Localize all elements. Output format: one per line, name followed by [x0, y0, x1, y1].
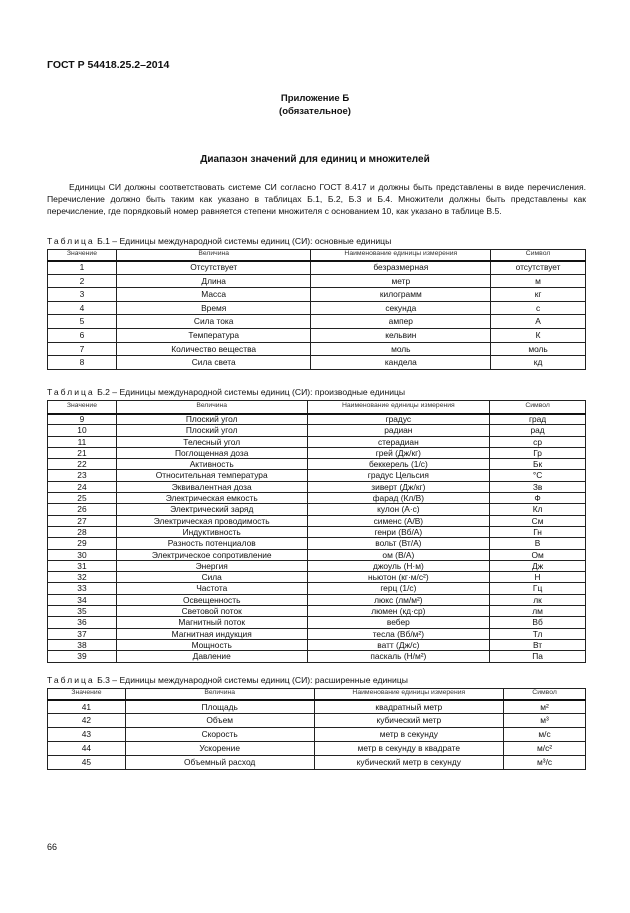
table-cell: метр в секунду в квадрате [314, 742, 504, 756]
table-cell: 6 [48, 328, 117, 342]
table-cell: кулон (А·с) [307, 504, 490, 515]
table-cell: Тл [490, 628, 586, 639]
caption-text: Б.1 – Единицы международной системы единиц (СИ): основные единицы [97, 236, 392, 246]
appendix-heading [0, 92, 630, 118]
column-header: Символ [504, 689, 586, 700]
table-cell: Кл [490, 504, 586, 515]
table-cell: 24 [48, 481, 117, 492]
table-cell: с [491, 301, 586, 315]
table-caption-b3 [47, 675, 408, 685]
table-cell: квадратный метр [314, 700, 504, 714]
column-header: Значение [48, 250, 117, 261]
table-cell: А [491, 315, 586, 329]
table-cell: 2 [48, 274, 117, 288]
caption-text: Б.2 – Единицы международной системы единиц (СИ): производные единицы [97, 387, 406, 397]
table-row [48, 700, 586, 714]
table-cell: отсутствует [491, 261, 586, 275]
table-cell: Отсутствует [116, 261, 311, 275]
table-cell: Сила [116, 572, 307, 583]
table-cell: безразмерная [311, 261, 491, 275]
table-cell: Световой поток [116, 606, 307, 617]
table-b1 [47, 249, 586, 370]
table-cell: ом (В/А) [307, 549, 490, 560]
table-cell: кельвин [311, 328, 491, 342]
table-cell: 8 [48, 356, 117, 370]
table-cell: люкс (лм/м²) [307, 594, 490, 605]
table-row [48, 288, 586, 302]
table-cell: 3 [48, 288, 117, 302]
column-header: Наименование единицы измерения [311, 250, 491, 261]
table-cell: килограмм [311, 288, 491, 302]
table-cell: стерадиан [307, 436, 490, 447]
table-cell: Объем [125, 714, 314, 728]
table-cell: См [490, 515, 586, 526]
table-cell: ср [490, 436, 586, 447]
table-cell: 35 [48, 606, 117, 617]
table-cell: Активность [116, 459, 307, 470]
table-cell: беккерель (1/с) [307, 459, 490, 470]
table-cell: метр в секунду [314, 728, 504, 742]
appendix-title: Приложение Б [280, 93, 350, 104]
table-row [48, 356, 586, 370]
table-row [48, 328, 586, 342]
table-cell: кубический метр в секунду [314, 756, 504, 770]
table-cell: Плоский угол [116, 425, 307, 436]
table-cell: 30 [48, 549, 117, 560]
column-header: Величина [125, 689, 314, 700]
table-caption-b1 [47, 236, 391, 246]
table-row [48, 414, 586, 425]
table-cell: грей (Дж/кг) [307, 447, 490, 458]
table-cell: Освещенность [116, 594, 307, 605]
table-cell: лм [490, 606, 586, 617]
table-cell: вебер [307, 617, 490, 628]
document-header: ГОСТ Р 54418.25.2–2014 [47, 59, 170, 71]
table-cell: 26 [48, 504, 117, 515]
column-header: Значение [48, 401, 117, 414]
table-row [48, 425, 586, 436]
table-cell: В [490, 538, 586, 549]
table-cell: м/с [504, 728, 586, 742]
table-cell: лк [490, 594, 586, 605]
table-row [48, 628, 586, 639]
appendix-subtitle: (обязательное) [279, 106, 351, 117]
table-cell: Н [490, 572, 586, 583]
table-row [48, 714, 586, 728]
table-cell: м² [504, 700, 586, 714]
table-cell: Энергия [116, 560, 307, 571]
caption-label: Таблица [47, 236, 95, 246]
table-cell: ампер [311, 315, 491, 329]
table-cell: 39 [48, 651, 117, 662]
table-row [48, 436, 586, 447]
table-cell: ватт (Дж/с) [307, 639, 490, 650]
column-header: Значение [48, 689, 126, 700]
table-cell: 1 [48, 261, 117, 275]
table-row [48, 594, 586, 605]
column-header: Символ [490, 401, 586, 414]
table-row [48, 639, 586, 650]
caption-label: Таблица [47, 675, 95, 685]
table-row [48, 274, 586, 288]
table-cell: 31 [48, 560, 117, 571]
table-cell: Зв [490, 481, 586, 492]
table-cell: 33 [48, 583, 117, 594]
table-cell: сименс (А/В) [307, 515, 490, 526]
table-cell: кандела [311, 356, 491, 370]
table-cell: Гц [490, 583, 586, 594]
table-row [48, 261, 586, 275]
table-cell: 28 [48, 526, 117, 537]
table-cell: Ф [490, 493, 586, 504]
table-row [48, 515, 586, 526]
table-cell: Эквивалентная доза [116, 481, 307, 492]
table-cell: Электрический заряд [116, 504, 307, 515]
table-cell: Объемный расход [125, 756, 314, 770]
table-cell: тесла (Вб/м²) [307, 628, 490, 639]
section-title: Диапазон значений для единиц и множителей [200, 154, 430, 165]
table-row [48, 481, 586, 492]
table-row [48, 549, 586, 560]
table-cell: 38 [48, 639, 117, 650]
table-cell: Индуктивность [116, 526, 307, 537]
table-header-row [48, 401, 586, 414]
table-cell: Количество вещества [116, 342, 311, 356]
table-cell: 9 [48, 414, 117, 425]
table-row [48, 315, 586, 329]
table-row [48, 583, 586, 594]
table-row [48, 538, 586, 549]
table-cell: метр [311, 274, 491, 288]
table-cell: Сила тока [116, 315, 311, 329]
table-row [48, 756, 586, 770]
table-row [48, 447, 586, 458]
caption-text: Б.3 – Единицы международной системы единиц (СИ): расширенные единицы [97, 675, 408, 685]
table-row [48, 606, 586, 617]
table-cell: °С [490, 470, 586, 481]
table-cell: Частота [116, 583, 307, 594]
table-cell: Бк [490, 459, 586, 470]
table-cell: 41 [48, 700, 126, 714]
table-cell: 25 [48, 493, 117, 504]
table-cell: Длина [116, 274, 311, 288]
table-b2 [47, 400, 586, 663]
table-cell: 7 [48, 342, 117, 356]
table-cell: градус [307, 414, 490, 425]
table-cell: Ускорение [125, 742, 314, 756]
table-cell: 42 [48, 714, 126, 728]
table-row [48, 342, 586, 356]
table-cell: Площадь [125, 700, 314, 714]
table-row [48, 728, 586, 742]
table-row [48, 470, 586, 481]
table-cell: градус Цельсия [307, 470, 490, 481]
table-cell: 22 [48, 459, 117, 470]
table-cell: 37 [48, 628, 117, 639]
table-cell: 36 [48, 617, 117, 628]
table-cell: м/с² [504, 742, 586, 756]
table-cell: Поглощенная доза [116, 447, 307, 458]
table-row [48, 459, 586, 470]
table-cell: 4 [48, 301, 117, 315]
table-cell: Скорость [125, 728, 314, 742]
table-cell: генри (Вб/А) [307, 526, 490, 537]
table-cell: люмен (кд·ср) [307, 606, 490, 617]
table-cell: 44 [48, 742, 126, 756]
table-cell: 34 [48, 594, 117, 605]
table-row [48, 301, 586, 315]
table-cell: Мощность [116, 639, 307, 650]
column-header: Символ [491, 250, 586, 261]
table-cell: град [490, 414, 586, 425]
table-cell: моль [491, 342, 586, 356]
column-header: Величина [116, 250, 311, 261]
table-cell: Гр [490, 447, 586, 458]
caption-label: Таблица [47, 387, 95, 397]
table-cell: кг [491, 288, 586, 302]
table-cell: 10 [48, 425, 117, 436]
table-cell: Электрическое сопротивление [116, 549, 307, 560]
table-cell: 45 [48, 756, 126, 770]
table-cell: паскаль (Н/м²) [307, 651, 490, 662]
table-cell: фарад (Кл/В) [307, 493, 490, 504]
table-cell: Электрическая проводимость [116, 515, 307, 526]
table-caption-b2 [47, 387, 405, 397]
table-cell: 5 [48, 315, 117, 329]
table-cell: моль [311, 342, 491, 356]
table-cell: 21 [48, 447, 117, 458]
page-number: 66 [47, 842, 58, 852]
table-cell: Ом [490, 549, 586, 560]
table-cell: ньютон (кг·м/с²) [307, 572, 490, 583]
table-cell: Вт [490, 639, 586, 650]
table-cell: Масса [116, 288, 311, 302]
column-header: Наименование единицы измерения [307, 401, 490, 414]
table-row [48, 617, 586, 628]
table-cell: Вб [490, 617, 586, 628]
table-cell: Относительная температура [116, 470, 307, 481]
table-row [48, 651, 586, 662]
table-cell: герц (1/с) [307, 583, 490, 594]
table-cell: радиан [307, 425, 490, 436]
table-cell: Сила света [116, 356, 311, 370]
table-cell: м [491, 274, 586, 288]
column-header: Величина [116, 401, 307, 414]
table-cell: джоуль (Н·м) [307, 560, 490, 571]
table-cell: 32 [48, 572, 117, 583]
table-cell: К [491, 328, 586, 342]
table-header-row [48, 250, 586, 261]
table-row [48, 493, 586, 504]
table-cell: 29 [48, 538, 117, 549]
table-cell: 43 [48, 728, 126, 742]
table-cell: Плоский угол [116, 414, 307, 425]
table-cell: Па [490, 651, 586, 662]
table-row [48, 742, 586, 756]
table-cell: Гн [490, 526, 586, 537]
table-cell: 27 [48, 515, 117, 526]
column-header: Наименование единицы измерения [314, 689, 504, 700]
table-cell: вольт (Вт/А) [307, 538, 490, 549]
table-row [48, 526, 586, 537]
table-cell: 11 [48, 436, 117, 447]
table-cell: Электрическая емкость [116, 493, 307, 504]
table-header-row [48, 689, 586, 700]
table-cell: 23 [48, 470, 117, 481]
table-cell: м³ [504, 714, 586, 728]
table-row [48, 560, 586, 571]
table-b3 [47, 688, 586, 770]
table-cell: Температура [116, 328, 311, 342]
table-cell: Время [116, 301, 311, 315]
table-cell: секунда [311, 301, 491, 315]
table-cell: Разность потенциалов [116, 538, 307, 549]
table-cell: Телесный угол [116, 436, 307, 447]
table-cell: Давление [116, 651, 307, 662]
table-row [48, 504, 586, 515]
intro-paragraph: Единицы СИ должны соответствовать системе СИ согласно ГОСТ 8.417 и должны быть представлены в виде перечисления. Перечисление должно быть таким как указано в таблицах Б.1, Б.2, Б.3 и Б.4. Множители должны быть представлены как перечисление, где порядковый номер равняется степени множителя с основанием 10, как указано в таблице В.5. [47, 182, 586, 217]
table-cell: м³/с [504, 756, 586, 770]
table-cell: зиверт (Дж/кг) [307, 481, 490, 492]
table-cell: кд [491, 356, 586, 370]
table-cell: Магнитный поток [116, 617, 307, 628]
table-cell: рад [490, 425, 586, 436]
table-cell: Магнитная индукция [116, 628, 307, 639]
table-cell: кубический метр [314, 714, 504, 728]
table-cell: Дж [490, 560, 586, 571]
table-row [48, 572, 586, 583]
